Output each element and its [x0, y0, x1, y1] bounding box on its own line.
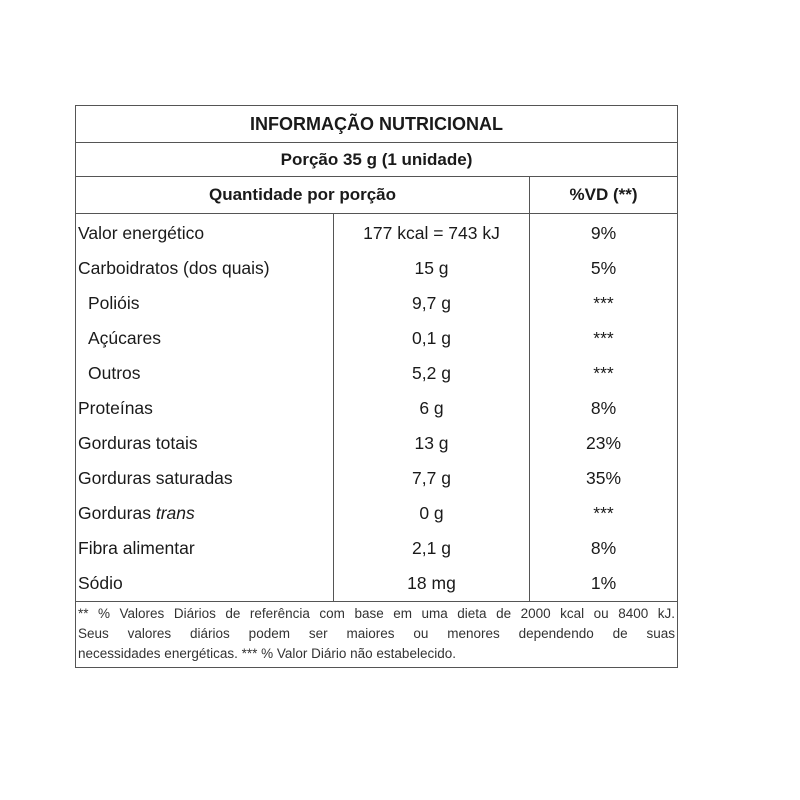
daily-value-column [530, 214, 677, 601]
nutrient-dv: 8% [590, 538, 617, 558]
nutrient-dv: *** [593, 293, 614, 313]
nutrients-body [76, 214, 677, 602]
nutrient-dv: *** [593, 363, 614, 383]
nutrient-dv: 5% [590, 258, 617, 278]
nutrient-name: Sódio [78, 573, 123, 593]
nutrient-dv: *** [593, 503, 614, 523]
footnote-line: Seus valores diários podem ser maiores ou menores dependendo de suas [78, 626, 675, 641]
nutrient-dv: *** [593, 328, 614, 348]
nutrient-amount: 2,1 g [412, 538, 451, 558]
nutrient-amount: 6 g [419, 398, 444, 418]
nutrient-dv: 23% [585, 433, 622, 453]
nutrient-amount: 13 g [414, 433, 449, 453]
nutrient-dv: 35% [585, 468, 622, 488]
nutrient-name: Gorduras totais [78, 433, 198, 453]
nutrient-amount: 18 mg [407, 573, 456, 593]
footnote-line: ** % Valores Diários de referência com base em uma dieta de 2000 kcal ou 8400 kJ. [78, 606, 675, 621]
nutrient-amount: 7,7 g [412, 468, 451, 488]
nutrient-amount: 0,1 g [412, 328, 451, 348]
nutrient-name: Açúcares [88, 328, 161, 348]
nutrient-amount: 0 g [419, 503, 444, 523]
nutrient-amount: 9,7 g [412, 293, 451, 313]
nutrient-dv: 1% [590, 573, 617, 593]
nutrient-name: Polióis [88, 293, 140, 313]
nutrient-name-prefix: Gorduras [78, 503, 151, 523]
nutrient-name: Outros [88, 363, 141, 383]
footnote-line: necessidades energéticas. *** % Valor Diário não estabelecido. [78, 646, 456, 661]
nutrient-name-trans [76, 496, 333, 531]
nutrient-amount: 5,2 g [412, 363, 451, 383]
nutrient-name: Valor energético [78, 223, 205, 243]
nutrient-name-column [76, 214, 334, 601]
nutrient-name: Proteínas [78, 398, 153, 418]
nutrient-dv: 9% [590, 223, 617, 243]
nutrient-amount: 15 g [414, 258, 449, 278]
nutrient-name: Gorduras saturadas [78, 468, 233, 488]
quantity-header: Quantidade por porção [76, 177, 530, 213]
daily-value-header: %VD (**) [569, 185, 638, 204]
nutrient-name: Carboidratos (dos quais) [78, 258, 270, 278]
nutrition-facts-table [75, 105, 678, 668]
amount-column [334, 214, 530, 601]
nutrient-name: Fibra alimentar [78, 538, 195, 558]
table-title: INFORMAÇÃO NUTRICIONAL [76, 106, 677, 143]
footnote [76, 602, 677, 667]
header-row [76, 177, 677, 214]
nutrient-dv: 8% [590, 398, 617, 418]
portion-size: Porção 35 g (1 unidade) [76, 143, 677, 177]
nutrient-amount: 177 kcal = 743 kJ [363, 223, 500, 243]
nutrient-name-italic: trans [155, 503, 195, 523]
